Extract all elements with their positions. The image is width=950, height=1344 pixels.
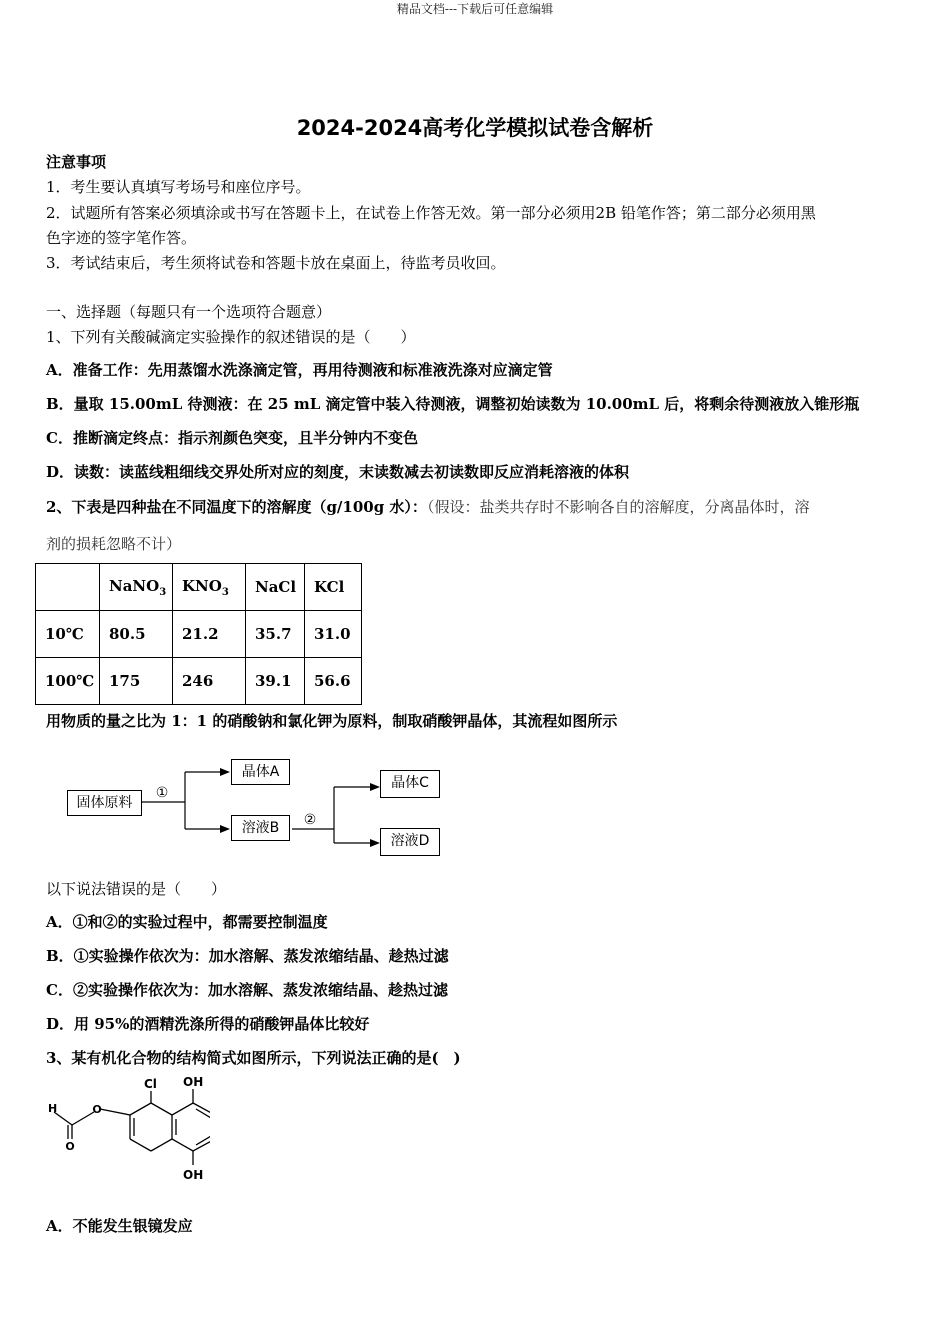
table-cell: 10℃ (36, 611, 100, 658)
solubility-table (35, 563, 362, 705)
flow-step2-label: ② (303, 812, 317, 828)
table-cell: 39.1 (246, 658, 305, 705)
table-cell: 100℃ (36, 658, 100, 705)
table-row (36, 658, 362, 705)
structure-oh-bottom-label: OH (183, 1168, 204, 1182)
flow-solution-d-box: 溶液D (380, 828, 440, 856)
flow-start-box: 固体原料 (67, 790, 142, 816)
page-title: 2024-2024高考化学模拟试卷含解析 (296, 116, 654, 140)
table-cell: 175 (100, 658, 173, 705)
section-heading: 一、选择题（每题只有一个选项符合题意） (46, 303, 332, 321)
structure-h-label: H (48, 1102, 58, 1115)
notice-item-2: 2．试题所有答案必须填涂或书写在答题卡上，在试卷上作答无效。第一部分必须用2B 铅笔作答；第二部分必须用黑 (46, 204, 816, 222)
table-header-row (36, 564, 362, 611)
q2-option-b: B．①实验操作依次为：加水溶解、蒸发浓缩结晶、趁热过滤 (46, 947, 449, 965)
table-cell: 246 (173, 658, 246, 705)
table-row (36, 611, 362, 658)
q2-stem-note-cont: 剂的损耗忽略不计） (46, 535, 182, 553)
structure-oh-top-label: OH (183, 1075, 204, 1089)
q2-stem (46, 497, 809, 517)
page-header: 精品文档---下载后可任意编辑 (396, 2, 554, 16)
table-header-cell: KCl (305, 564, 362, 611)
table-cell: 56.6 (305, 658, 362, 705)
table-header-cell: $KNO_3$ (173, 564, 246, 611)
structure-diagram (40, 1072, 210, 1192)
flow-step1-label: ① (155, 785, 169, 801)
q2-option-a: A．①和②的实验过程中，都需要控制温度 (46, 913, 328, 931)
table-header-cell (36, 564, 100, 611)
table-cell: 35.7 (246, 611, 305, 658)
q1-stem: 1、下列有关酸碱滴定实验操作的叙述错误的是（ ） (46, 328, 416, 346)
structure-cl-label: Cl (144, 1077, 157, 1091)
q1-option-c: C．推断滴定终点：指示剂颜色突变，且半分钟内不变色 (46, 429, 418, 447)
svg-text:O: O (92, 1103, 102, 1116)
q1-option-b: B．量取 15.00mL 待测液：在 25 mL 滴定管中装入待测液，调整初始读数为 10.00mL 后，将剩余待测液放入锥形瓶 (46, 395, 860, 413)
q2-stem-note: （假设：盐类共存时不影响各自的溶解度，分离晶体时，溶 (426, 498, 810, 516)
q3-option-a: A．不能发生银镜发应 (46, 1217, 193, 1235)
q1-option-d: D．读数：读蓝线粗细线交界处所对应的刻度，末读数减去初读数即反应消耗溶液的体积 (46, 463, 630, 481)
notice-item-3: 3．考试结束后，考生须将试卷和答题卡放在桌面上，待监考员收回。 (46, 254, 506, 272)
table-header-cell: NaCl (246, 564, 305, 611)
notice-heading: 注意事项 (46, 153, 107, 171)
q1-option-a: A．准备工作：先用蒸馏水洗涤滴定管，再用待测液和标准液洗涤对应滴定管 (46, 361, 553, 379)
q2-question: 以下说法错误的是（ ） (46, 880, 227, 898)
table-cell: 80.5 (100, 611, 173, 658)
q2-stem-main: 2、下表是四种盐在不同温度下的溶解度（g/100g 水）： (46, 498, 427, 516)
q2-after-table: 用物质的量之比为 1：1 的硝酸钠和氯化钾为原料，制取硝酸钾晶体，其流程如图所示 (46, 712, 618, 730)
notice-item-2-cont: 色字迹的签字笔作答。 (46, 229, 197, 247)
table-cell: 31.0 (305, 611, 362, 658)
q3-stem: 3、某有机化合物的结构简式如图所示，下列说法正确的是( ) (46, 1049, 461, 1067)
notice-item-1: 1．考生要认真填写考场号和座位序号。 (46, 178, 311, 196)
svg-text:O: O (65, 1140, 75, 1153)
q2-option-c: C．②实验操作依次为：加水溶解、蒸发浓缩结晶、趁热过滤 (46, 981, 448, 999)
table-header-cell: NaNO$_3$ (100, 564, 173, 611)
flow-crystal-a-box: 晶体A (231, 759, 290, 785)
flow-crystal-c-box: 晶体C (380, 770, 440, 798)
q2-option-d: D．用 95%的酒精洗涤所得的硝酸钾晶体比较好 (46, 1015, 370, 1033)
flow-solution-b-box: 溶液B (231, 815, 290, 841)
table-cell: 21.2 (173, 611, 246, 658)
